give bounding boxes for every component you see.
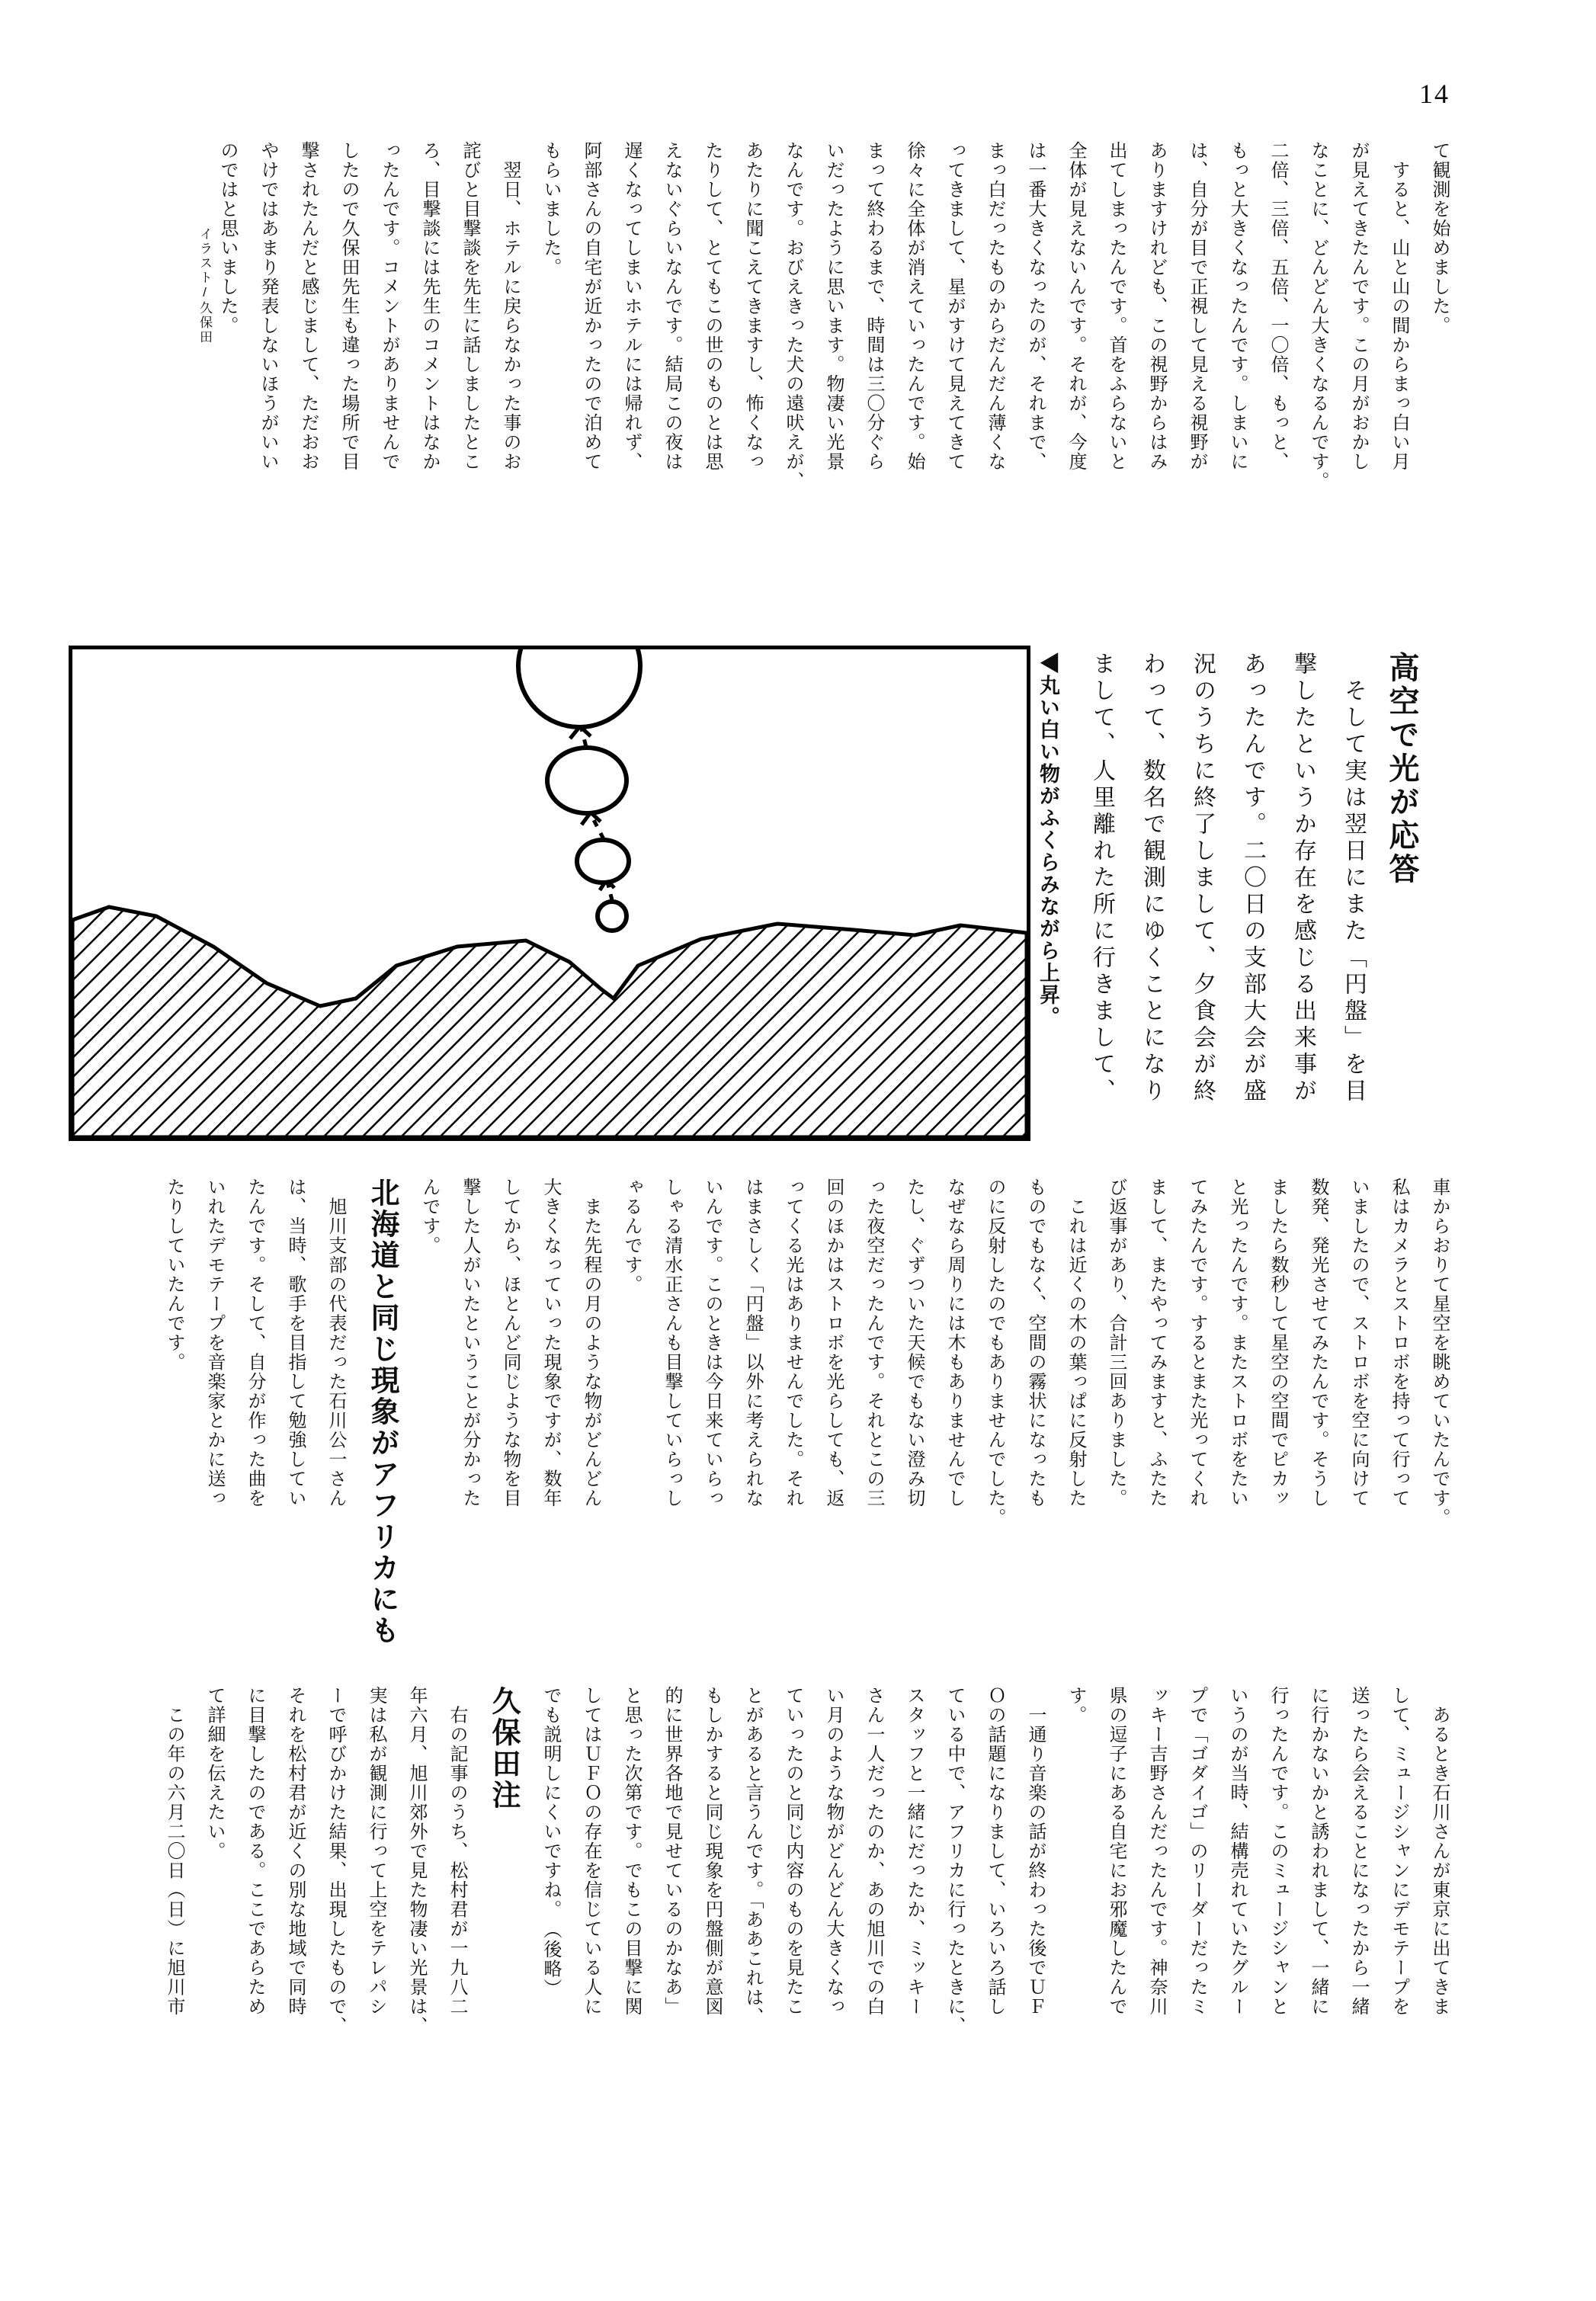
text-column: ている中で、アフリカに行ったときに、 [944, 1686, 964, 2036]
text-column: あたりに聞こえてきますし、怖くなっ [742, 141, 762, 472]
text-column: 行ったんです。このミュージシャンと [1268, 1686, 1287, 2017]
text-column: 私はカメラとストロボを持って行って [1389, 1178, 1409, 1508]
ufo-circles [518, 649, 640, 931]
intro-text-block [207, 141, 1459, 513]
text-column: 翌日、ホテルに戻らなかった事のお [500, 141, 520, 472]
text-column: たんです。そして、自分が作った曲を [245, 1178, 264, 1508]
text-column: ってくる光はありませんでした。それ [783, 1178, 803, 1508]
text-column: いうのが当時、結構売れていたグルー [1227, 1686, 1247, 2017]
text-column: ろ、目撃談には先生のコメントはなか [419, 141, 439, 472]
text-column: が見えてきたんです。この月がおかし [1348, 141, 1368, 472]
text-column: 遅くなってしまいホテルには帰れず、 [621, 141, 641, 472]
text-column: もしかすると同じ現象を円盤側が意図 [702, 1686, 722, 2017]
text-column: に行かないかと誘われまして、一緒に [1308, 1686, 1328, 2017]
text-column: 車からおりて星空を眺めていたんです。 [1429, 1178, 1449, 1527]
text-column: してはＵＦＯの存在を信じている人に [581, 1686, 601, 2017]
text-column: でも説明しにくいですね。 （後略） [540, 1686, 560, 1998]
text-column: とがあると言うんです。「ああこれは、 [742, 1686, 762, 2027]
text-column: 出てしまったんです。首をふらないと [1106, 141, 1126, 472]
text-column: 数発、発光させてみたんです。そうし [1308, 1178, 1328, 1508]
responding-light-heading: 高空で光が応答 [1385, 652, 1418, 886]
text-column: 実は私が観測に行って上空をテレパシ [366, 1686, 386, 2017]
text-column: Ｏの話題になりまして、いろいろ話し [985, 1686, 1005, 2017]
text-column: すると、山と山の間からまっ白い月 [1389, 141, 1409, 472]
text-column: てみたんです。するとまた光ってくれ [1187, 1178, 1207, 1508]
text-column: ましたら数秒して星空の空間でピカッ [1268, 1178, 1287, 1508]
text-column: もらいました。 [540, 141, 560, 277]
text-column: 的に世界各地で見せているのかなあ」 [662, 1686, 681, 2017]
text-column: また先程の月のような物がどんどん [581, 1178, 601, 1508]
text-column: 詫びと目撃談を先生に話しましたとこ [460, 141, 479, 472]
text-column: なぜなら周りには木もありませんでし [944, 1178, 964, 1508]
text-column: す。 [1066, 1686, 1085, 1725]
text-column: ーで呼びかけた結果、出現したもので、 [325, 1686, 345, 2036]
text-column: はまさしく「円盤」以外に考えられな [742, 1178, 762, 1508]
text-column: あったんです。二〇日の支部大会が盛 [1240, 652, 1265, 1105]
text-column: んです。 [419, 1178, 439, 1255]
text-column: いんです。このときは今日来ていらっ [702, 1178, 722, 1508]
text-column: のではと思いました。 [217, 141, 237, 335]
text-column: たりしていたんです。 [164, 1178, 184, 1372]
text-column: は、自分が目で正視して見える視野が [1187, 141, 1207, 472]
text-column: あるとき石川さんが東京に出てきま [1429, 1686, 1449, 2017]
mountain-ridge [72, 907, 1027, 1137]
text-column: 回のほかはストロボを光らしても、返 [823, 1178, 843, 1508]
text-column: て詳細を伝えたい。 [204, 1686, 224, 1861]
text-column: 撃されたんだと感じまして、ただおお [298, 141, 318, 472]
text-column: に目撃したのである。ここであらため [245, 1686, 264, 2017]
text-column: い月のような物がどんどん大きくなっ [823, 1686, 843, 2017]
text-column: は、当時、歌手を目指して勉強してい [285, 1178, 305, 1508]
text-column: いましたので、ストロボを空に向けて [1348, 1178, 1368, 1508]
text-column: してから、ほとんど同じような物を目 [500, 1178, 520, 1508]
text-column: まして、またやってみますと、ふたた [1146, 1178, 1166, 1508]
text-column: これは近くの木の葉っぱに反射した [1066, 1178, 1085, 1508]
text-column: まっ白だったものからだんだん薄くな [985, 141, 1005, 472]
text-column: 右の記事のうち、松村君が一九八二 [447, 1686, 466, 2017]
text-column: プで「ゴダイゴ」のリーダーだったミ [1187, 1686, 1207, 2017]
text-column: したので久保田先生も違った場所で目 [338, 141, 358, 472]
text-column: なことに、どんどん大きくなるんです。 [1308, 141, 1328, 491]
text-column: 徐々に全体が消えていったんです。始 [904, 141, 924, 472]
ufo-circle-largest [518, 649, 640, 727]
text-column: と思った次第です。でもこの目撃に関 [621, 1686, 641, 2017]
text-column: 県の逗子にある自宅にお邪魔したんで [1106, 1686, 1126, 2017]
kubota-note-heading: 久保田注 [487, 1686, 519, 1811]
page-number: 14 [1419, 79, 1450, 109]
text-column: もっと大きくなったんです。しまいに [1227, 141, 1247, 472]
text-column: のに反射したのでもありませんでした。 [985, 1178, 1005, 1527]
text-column: 撃したというか存在を感じる出来事が [1290, 652, 1316, 1105]
africa-heading: 北海道と同じ現象がアフリカにも [366, 1178, 398, 1646]
text-column: いれたデモテープを音楽家とかに送っ [204, 1178, 224, 1508]
text-column: ってきまして、星がすけて見えてきて [944, 141, 964, 472]
text-column: 送ったら会えることになったから一緒 [1348, 1686, 1368, 2017]
text-column: やけではあまり発表しないほうがいい [258, 141, 277, 472]
text-column: たし、ぐずついた天候でもない澄み切 [904, 1178, 924, 1508]
ufo-illustration-figure [69, 646, 1030, 1141]
text-column: スタッフと一緒にだったか、ミッキー [904, 1686, 924, 2017]
text-column: ゃるんです。 [621, 1178, 641, 1294]
ufo-rising-drawing [72, 649, 1027, 1137]
text-column: ていったのと同じ内容のものを見たこ [783, 1686, 803, 2017]
strobe-text-block [153, 1178, 1459, 1646]
text-column: しゃる清水正さんも目撃していらっし [662, 1178, 681, 1508]
text-column: 年六月、旭川郊外で見た物凄い光景は、 [406, 1686, 426, 2036]
text-column: った夜空だったんです。それとこの三 [864, 1178, 883, 1508]
ufo-circle-medium [577, 840, 629, 883]
text-column: 大きくなっていった現象ですが、数年 [540, 1178, 560, 1508]
text-column: と光ったんです。またストロボをたい [1227, 1178, 1247, 1508]
text-column: 二倍、三倍、五倍、一〇倍、もっと、 [1268, 141, 1287, 472]
text-column: 撃した人がいたということが分かった [460, 1178, 479, 1508]
tokyo-text-block [153, 1686, 1459, 2058]
text-column: それを松村君が近くの別な地域で同時 [285, 1686, 305, 2017]
text-column: は一番大きくなったのが、それまで、 [1025, 141, 1045, 472]
text-column: わって、数名で観測にゆくことになり [1139, 652, 1165, 1105]
text-column: ものでもなく、空間の霧状になったも [1025, 1178, 1045, 1508]
text-column: 一通り音楽の話が終わった後でＵＦ [1025, 1686, 1045, 2017]
text-column: いだったように思います。物凄い光景 [823, 141, 843, 472]
text-column: なんです。おびえきった犬の遠吠えが、 [783, 141, 803, 491]
text-column: して、ミュージシャンにデモテープを [1389, 1686, 1409, 2017]
responding-light-section [1076, 652, 1425, 1136]
text-column: 旭川支部の代表だった石川公一さん [325, 1178, 345, 1508]
text-column: び返事があり、合計三回ありました。 [1106, 1178, 1126, 1508]
illustrator-credit: イラスト/久保田 [197, 227, 212, 345]
text-column: えないぐらいなんです。結局この夜は [662, 141, 681, 472]
text-column: 全体が見えないんです。それが、今度 [1066, 141, 1085, 472]
text-column: さん一人だったのか、あの旭川での白 [864, 1686, 883, 2017]
illustration-caption: ◀丸い白い物がふくらみながら上昇。 [1037, 652, 1059, 1028]
text-column: たりして、とてもこの世のものとは思 [702, 141, 722, 472]
ufo-circle-large [547, 748, 627, 813]
text-column: そして実は翌日にまた「円盤」を目 [1341, 652, 1366, 1105]
text-column: まって終わるまで、時間は三〇分ぐら [864, 141, 883, 472]
text-column: この年の六月二〇日（日）に旭川市 [164, 1686, 184, 2017]
text-column: て観測を始めました。 [1429, 141, 1449, 335]
text-column: ありますけれども、この視野からはみ [1146, 141, 1166, 472]
text-column: ッキー吉野さんだったんです。神奈川 [1146, 1686, 1166, 2017]
text-column: まして、人里離れた所に行きまして、 [1089, 652, 1114, 1105]
text-column: ったんです。コメントがありませんで [379, 141, 399, 472]
ufo-circle-small [598, 902, 627, 931]
text-column: 況のうちに終了しまして、夕食会が終 [1190, 652, 1215, 1105]
text-column: 阿部さんの自宅が近かったので泊めて [581, 141, 601, 472]
